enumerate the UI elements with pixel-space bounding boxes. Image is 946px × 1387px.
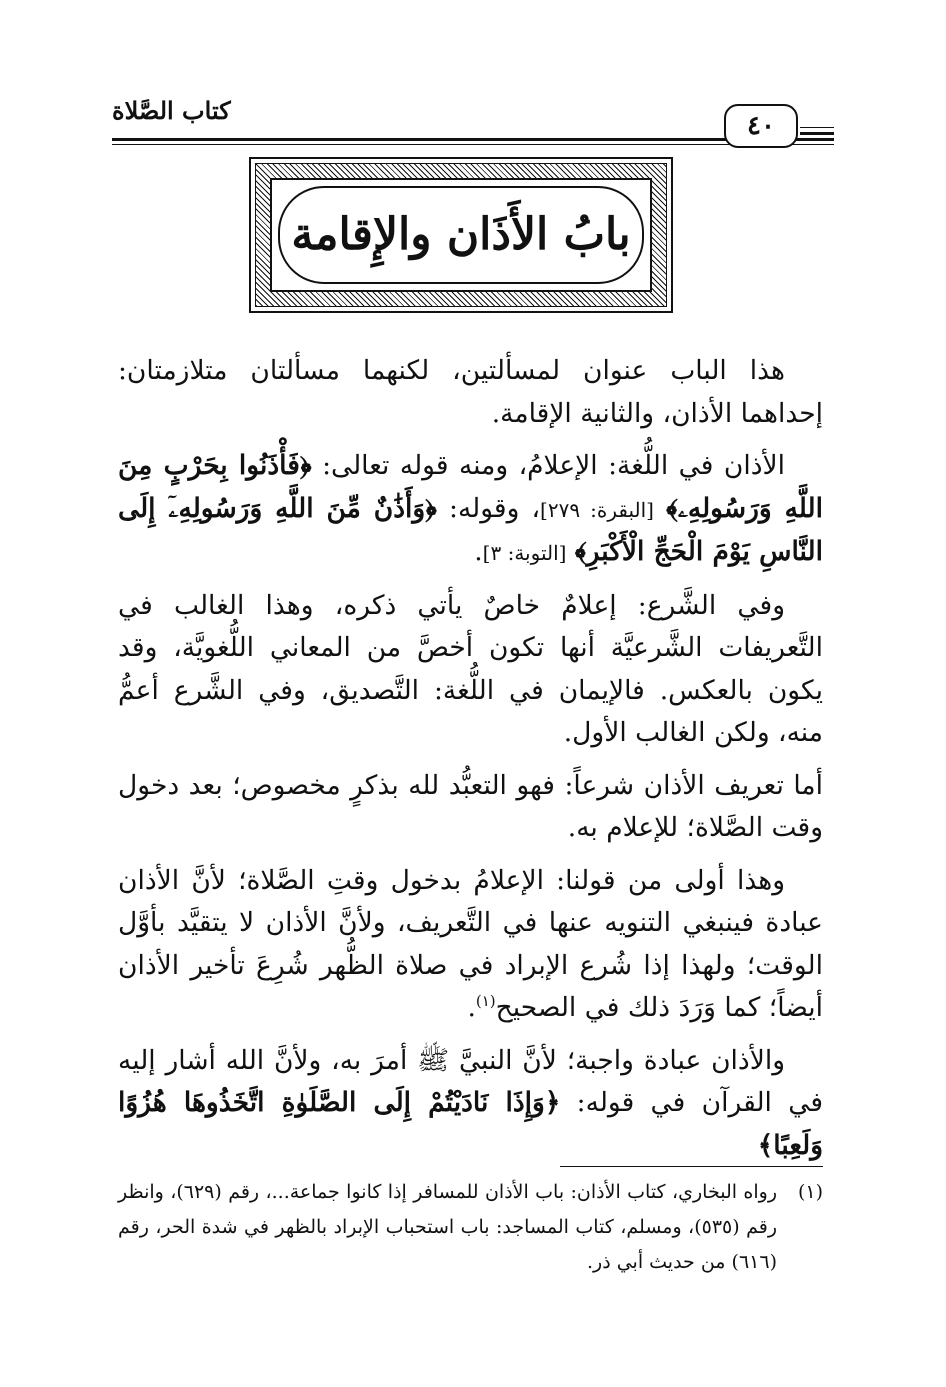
- quran-verse: ﴿وَأَذَٰنٌ مِّنَ اللَّهِ وَرَسُولِهِۦٓ إِلَى النَّاسِ يَوْمَ الْحَجِّ الْأَكْبَرِ﴾: [118, 492, 823, 567]
- paragraph-text: وهذا أولى من قولنا: الإعلامُ بدخول وقتِ الصَّلاة؛ لأنَّ الأذان عبادة فينبغي التنويه عنها في التَّعريف، ولأنَّ الأذان لا يتقيَّد بأوَّل الوقت؛ ولهذا إذا شُرع الإبراد في صلاة الظُّهر شُرِعَ تأخير الأذان أيضاً؛ كما وَرَدَ ذلك في الصحيح: [118, 864, 823, 1023]
- frame-inner-border: [270, 178, 652, 292]
- footnotes: [118, 1175, 823, 1280]
- frame-hatch-border: [255, 163, 667, 307]
- verse-reference: [التوبة: ٣]: [482, 541, 567, 565]
- paragraph-text: ، وقوله:: [436, 492, 541, 524]
- paragraph-2: [118, 445, 823, 575]
- body-text: [118, 350, 823, 1177]
- header-rule-right-thin: [800, 127, 834, 128]
- paragraph-text: الأذان في اللُّغة: الإعلامُ، ومنه قوله تعالى:: [311, 450, 785, 481]
- chapter-title-frame: [249, 157, 673, 313]
- footnote-separator: [560, 1166, 823, 1167]
- paragraph-6: [118, 1040, 823, 1168]
- page-number: ٤٠: [724, 104, 798, 148]
- footnote-1: [118, 1175, 823, 1280]
- paragraph-text: .: [474, 536, 483, 567]
- paragraph-text: والأذان عبادة واجبة؛ لأنَّ النبيَّ ﷺ أمرَ به، ولأنَّ الله أشار إليه في القرآن في قوله:: [118, 1044, 823, 1118]
- paragraph-text: هذا الباب عنوان لمسألتين، لكنهما مسألتان متلازمتان: إحداهما الأذان، والثانية الإقامة.: [118, 355, 823, 429]
- quran-verse: ﴿وَإِذَا نَادَيْتُمْ إِلَى الصَّلَوٰةِ اتَّخَذُوهَا هُزُوًا وَلَعِبًا﴾: [118, 1087, 823, 1161]
- footnote-number: (١): [797, 1181, 823, 1203]
- paragraph-text: أما تعريف الأذان شرعاً: فهو التعبُّد لله بذكرٍ مخصوص؛ بعد دخول وقت الصَّلاة؛ للإعلام به.: [118, 769, 823, 843]
- header-rule-thin: [112, 144, 834, 145]
- verse-reference: [البقرة: ٢٧٩]: [540, 497, 654, 522]
- paragraph-1: [118, 350, 823, 435]
- title-cartouche: [278, 186, 644, 284]
- paragraph-text: .: [467, 992, 476, 1023]
- paragraph-5: [118, 860, 823, 1030]
- chapter-title: بابُ الأَذَان والإِقامة: [291, 209, 631, 260]
- paragraph-4: [118, 765, 823, 850]
- running-title: كتاب الصَّلاة: [112, 96, 231, 125]
- paragraph-text: وفي الشَّرع: إعلامٌ خاصٌ يأتي ذكره، وهذا الغالب في التَّعريفات الشَّرعيَّة أنها تكون أخصَّ من المعاني اللُّغويَّة، وقد يكون بالعكس. فالإيمان في اللُّغة: التَّصديق، وفي الشَّرع أعمُّ منه، ولكن الغالب الأول.: [118, 589, 823, 748]
- footnote-marker[interactable]: (١): [475, 992, 496, 1011]
- footnote-text: رواه البخاري، كتاب الأذان: باب الأذان للمسافر إذا كانوا جماعة...، رقم (٦٢٩)، وانظر رقم (٥٣٥)، ومسلم، كتاب المساجد: باب استحباب الإبراد بالظهر في شدة الحر، رقم (٦١٦) من حديث أبي ذر.: [118, 1181, 778, 1273]
- header-rule-right-thick: [800, 132, 834, 135]
- quran-verse: ﴿فَأْذَنُوا بِحَرْبٍ مِنَ اللَّهِ وَرَسُولِهِۦ﴾: [118, 450, 823, 524]
- paragraph-3: [118, 585, 823, 755]
